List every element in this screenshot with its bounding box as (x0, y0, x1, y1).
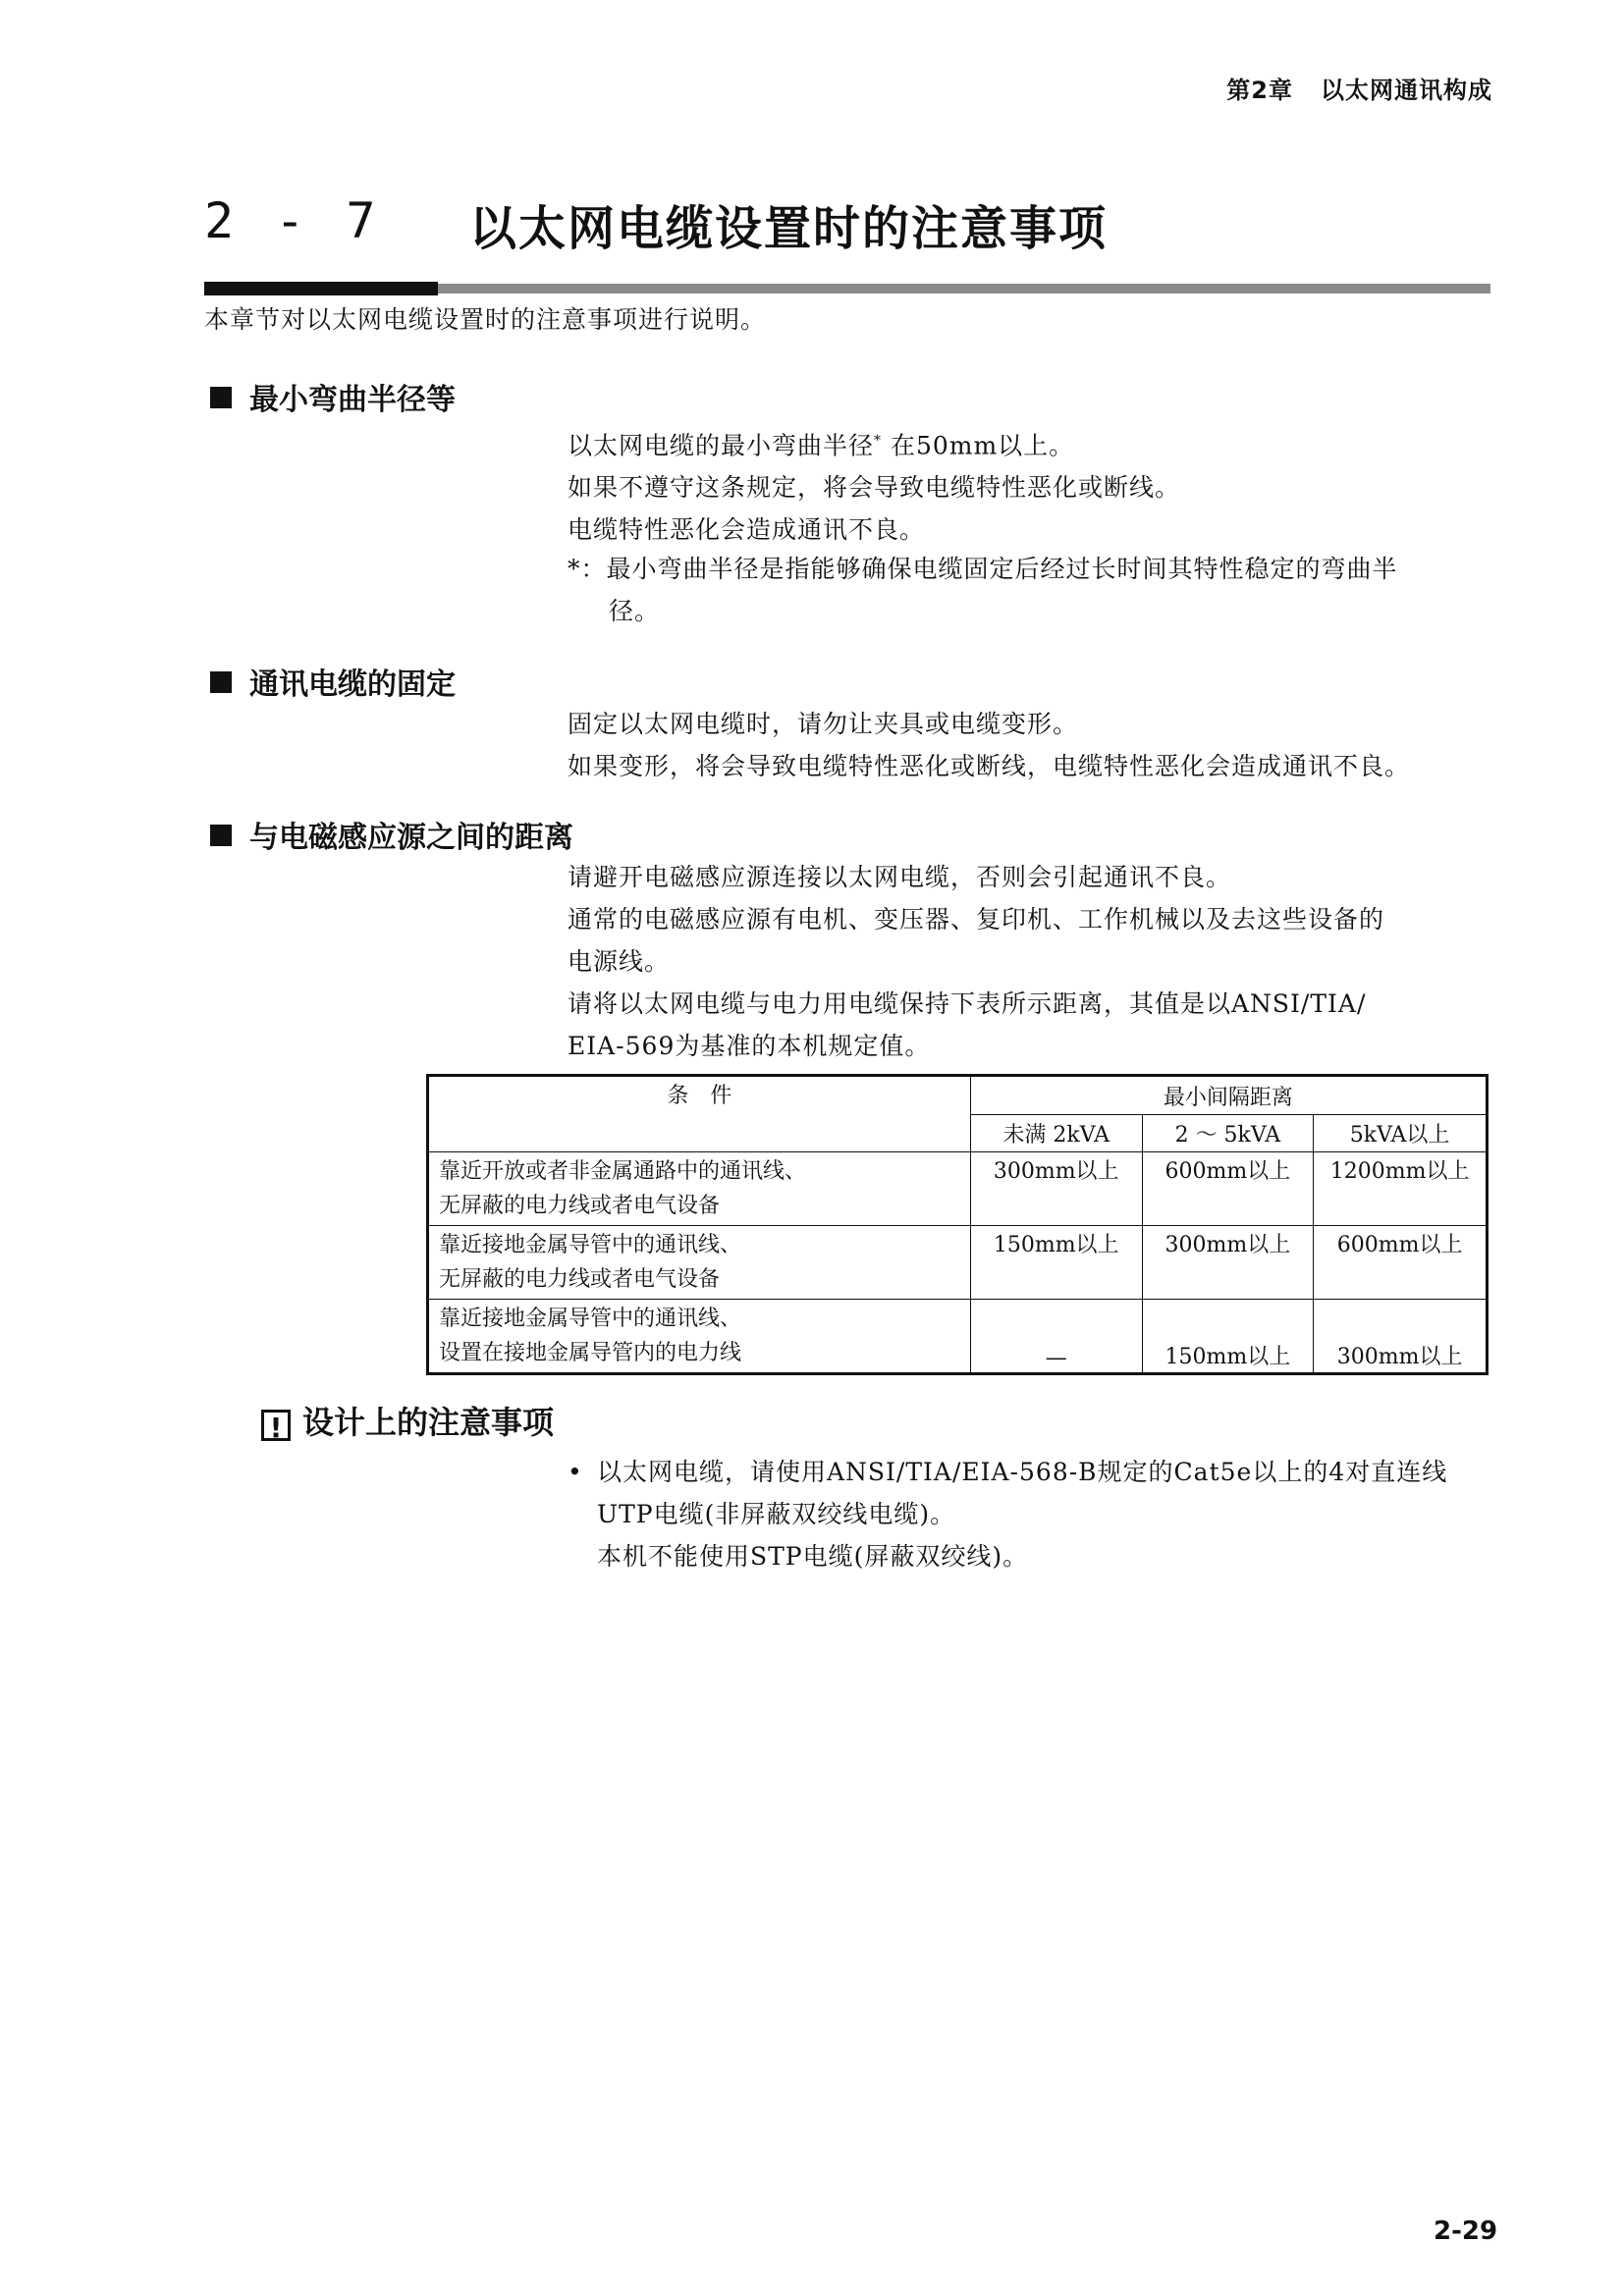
page-title: 以太网电缆设置时的注意事项 (469, 201, 1109, 256)
bend-line-2: 如果不遵守这条规定，将会导致电缆特性恶化或断线。 (568, 473, 1181, 503)
table-row: 靠近开放或者非金属通路中的通讯线、 无屏蔽的电力线或者电气设备 300mm以上 600mm以上 1200mm以上 (428, 1152, 1488, 1226)
distance-paragraph: 请避开电磁感应源连接以太网电缆，否则会引起通讯不良。 通常的电磁感应源有电机、变压器、复印机、工作机械以及去这些设备的 电源线。 请将以太网电缆与电力用电缆保持下表所示距离，其值是以ANSI/TIA/ EIA-569为基准的本机规定值。 (568, 863, 1385, 1060)
fix-paragraph: 固定以太网电缆时，请勿让夹具或电缆变形。 如果变形，将会导致电缆特性恶化或断线，电缆特性恶化会造成通讯不良。 (568, 710, 1411, 780)
bend-paragraph (568, 420, 1490, 551)
caution-bullet: • 以太网电缆，请使用ANSI/TIA/EIA-568-B规定的Cat5e以上的4对直连线 UTP电缆(非屏蔽双绞线电缆)。 本机不能使用STP电缆(屏蔽双绞线)。 (568, 1451, 1490, 1577)
table-subheader: 未满 2kVA (970, 1115, 1142, 1152)
table-row: 靠近接地金属导管中的通讯线、 无屏蔽的电力线或者电气设备 150mm以上 300mm以上 600mm以上 (428, 1226, 1488, 1300)
caution-icon: ! (261, 1410, 291, 1441)
bend-line-1: 以太网电缆的最小弯曲半径* 在50mm以上。 (568, 431, 1075, 460)
page-number: 2-29 (1434, 2216, 1498, 2246)
table-subheader: 5kVA以上 (1314, 1115, 1488, 1152)
bullet-dot-icon: • (568, 1458, 583, 1486)
square-bullet-icon (210, 671, 232, 693)
distance-table (426, 1074, 1489, 1375)
title-rule-accent (204, 282, 438, 295)
square-bullet-icon (210, 387, 232, 408)
section-number: 2 - 7 (204, 192, 382, 249)
bend-line-3: 电缆特性恶化会造成通讯不良。 (568, 515, 926, 545)
table-row: 靠近接地金属导管中的通讯线、 设置在接地金属导管内的电力线 — 150mm以上 300mm以上 (428, 1300, 1488, 1374)
section-heading-bend: 最小弯曲半径等 (210, 375, 456, 418)
square-bullet-icon (210, 825, 232, 846)
bend-footnote: *：最小弯曲半径是指能够确保电缆固定后经过长时间其特性稳定的弯曲半 径。 (568, 555, 1398, 625)
section-heading-distance: 与电磁感应源之间的距离 (210, 813, 573, 856)
table-header-condition: 条 件 (428, 1076, 971, 1152)
caution-heading: ! 设计上的注意事项 (261, 1398, 554, 1443)
chapter-title: 以太网通讯构成 (1321, 77, 1492, 104)
table-subheader: 2 ～ 5kVA (1142, 1115, 1314, 1152)
footnote-mark: *： (568, 555, 607, 583)
intro-text: 本章节对以太网电缆设置时的注意事项进行说明。 (204, 305, 767, 334)
running-header (1159, 71, 1492, 105)
chapter-number: 第2章 (1226, 77, 1293, 104)
section-heading-fix: 通讯电缆的固定 (210, 660, 456, 703)
table-header-min-distance: 最小间隔距离 (970, 1076, 1487, 1115)
